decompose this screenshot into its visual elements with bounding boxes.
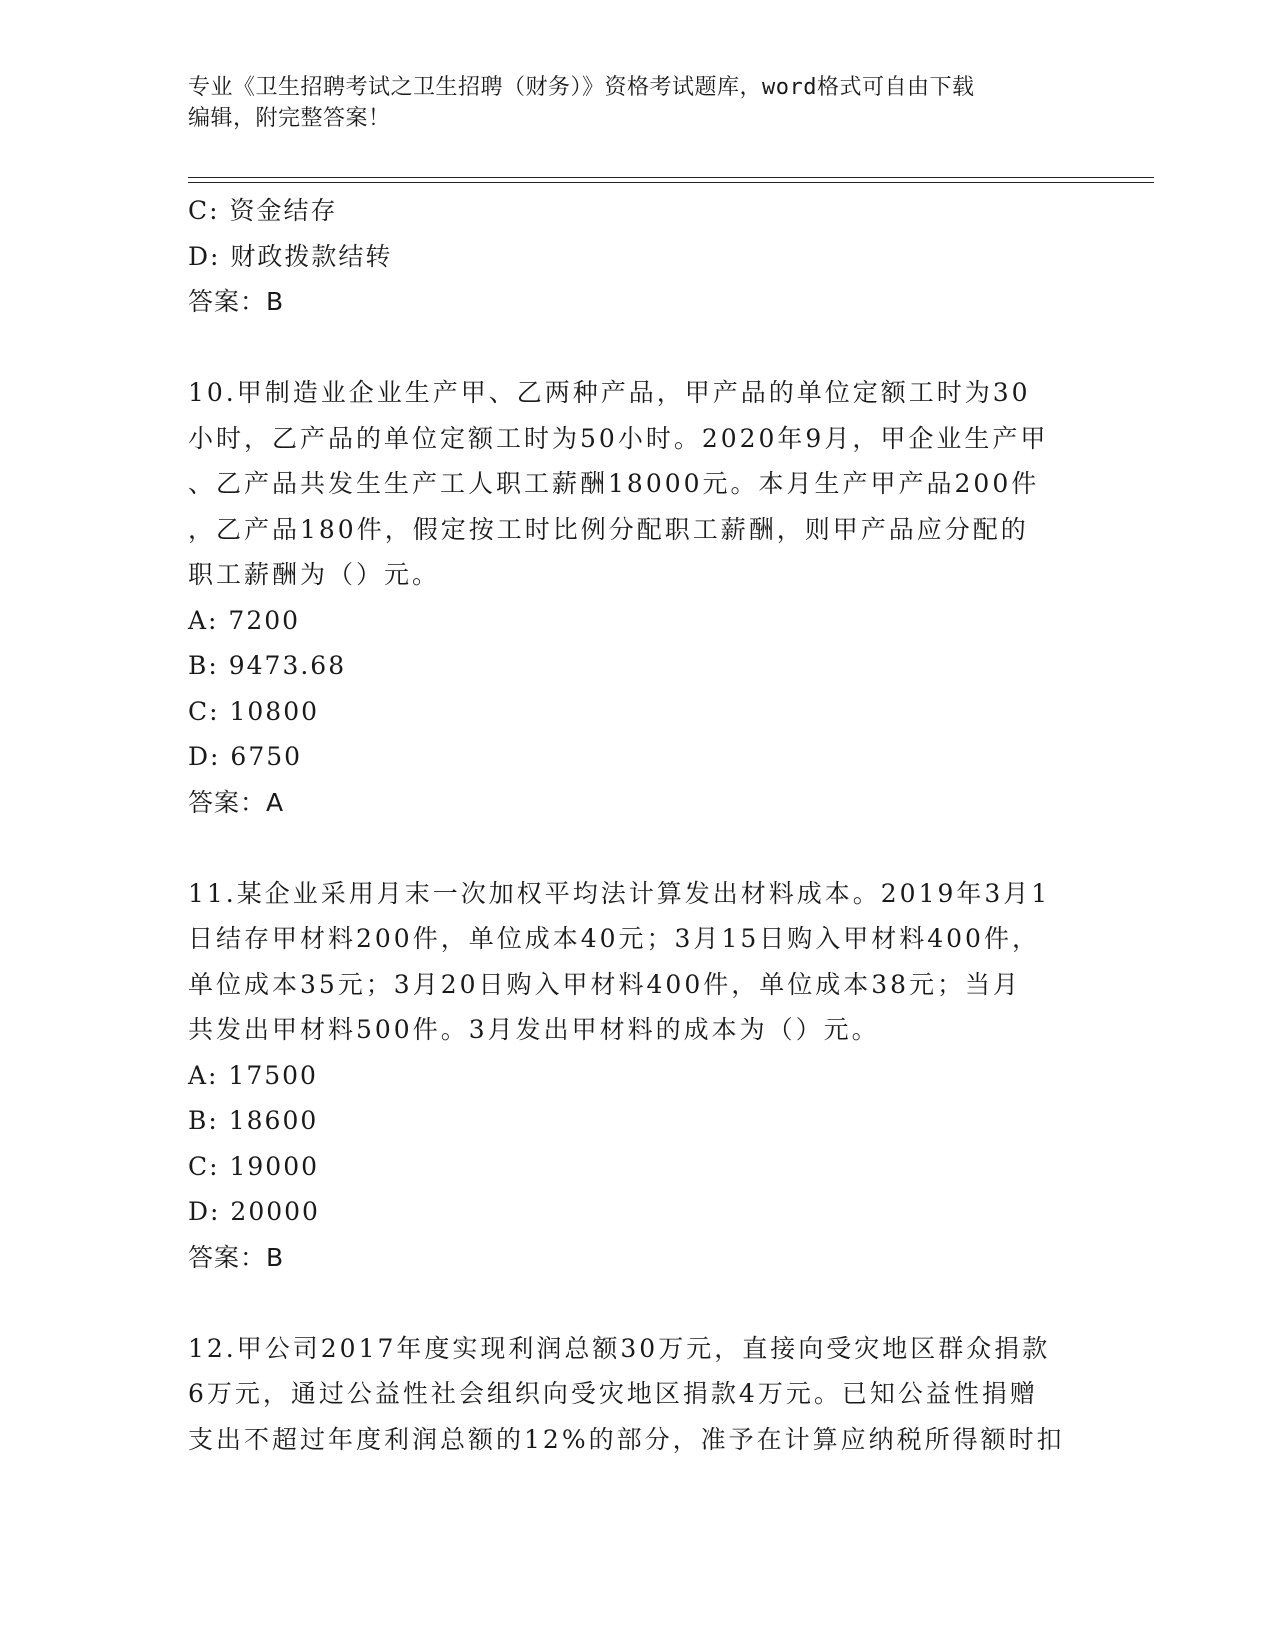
question-text [188, 871, 1088, 1053]
question-12 [188, 1326, 1088, 1463]
header-line-1: 专业《卫生招聘考试之卫生招聘（财务）》资格考试题库，word格式可自由下载 [188, 75, 975, 100]
option-c: C: 资金结存 [188, 196, 338, 225]
option-d: D: 6750 [188, 742, 303, 771]
question-line: ，乙产品180件，假定按工时比例分配职工薪酬，则甲产品应分配的 [188, 514, 1029, 544]
answer: 答案：B [188, 287, 285, 316]
question-line: 单位成本35元；3月20日购入甲材料400件，单位成本38元；当月 [188, 969, 1022, 999]
question-text [188, 370, 1088, 598]
question-line: 小时，乙产品的单位定额工时为50小时。2020年9月，甲企业生产甲 [188, 423, 1049, 453]
question-line: 、乙产品共发生生产工人职工薪酬18000元。本月生产甲产品200件 [188, 469, 1040, 498]
option-c: C: 10800 [188, 696, 320, 726]
question-11 [188, 871, 1088, 1281]
option-b: B: 9473.68 [188, 651, 347, 680]
question-line: 10.甲制造业企业生产甲、乙两种产品，甲产品的单位定额工时为30 [188, 378, 1031, 407]
header-divider-top [188, 177, 1154, 178]
prev-question-block [188, 188, 1088, 325]
option-a: A: 17500 [188, 1060, 318, 1090]
question-text [188, 1326, 1088, 1463]
question-line: 职工薪酬为（）元。 [188, 560, 441, 589]
option-c: C: 19000 [188, 1151, 320, 1181]
question-10 [188, 370, 1088, 825]
question-line: 6万元，通过公益性社会组织向受灾地区捐款4万元。已知公益性捐赠 [188, 1379, 1038, 1408]
option-d: D: 20000 [188, 1197, 320, 1226]
option-b: B: 18600 [188, 1106, 319, 1135]
option-a: A: 7200 [188, 605, 301, 635]
answer: 答案：B [188, 1242, 285, 1272]
header-divider-bottom [188, 182, 1154, 183]
page-content [188, 188, 1088, 1462]
spacer [188, 1280, 1088, 1326]
question-line: 支出不超过年度利润总额的12%的部分，准予在计算应纳税所得额时扣 [188, 1424, 1065, 1454]
spacer [188, 325, 1088, 371]
page-header [188, 72, 1088, 134]
question-line: 11.某企业采用月末一次加权平均法计算发出材料成本。2019年3月1 [188, 878, 1051, 908]
question-line: 12.甲公司2017年度实现利润总额30万元，直接向受灾地区群众捐款 [188, 1333, 1051, 1363]
spacer [188, 825, 1088, 871]
question-line: 共发出甲材料500件。3月发出甲材料的成本为（）元。 [188, 1015, 880, 1044]
option-d: D: 财政拨款结转 [188, 241, 393, 271]
question-line: 日结存甲材料200件，单位成本40元；3月15日购入甲材料400件， [188, 924, 1040, 953]
header-line-2: 编辑，附完整答案！ [188, 106, 391, 131]
answer: 答案：A [188, 787, 285, 817]
